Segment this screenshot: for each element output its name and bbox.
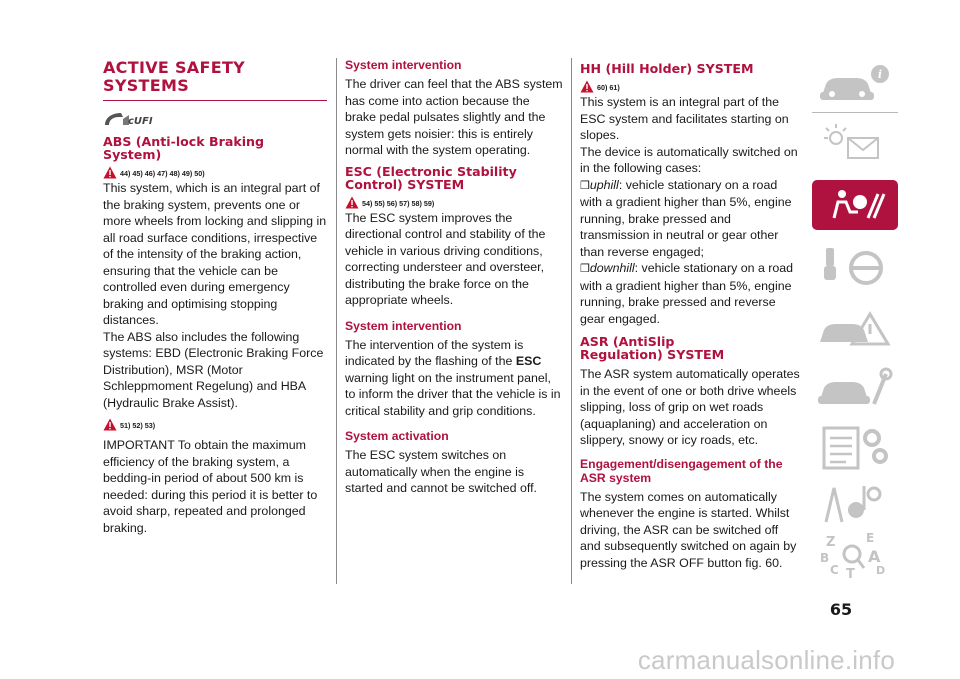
tab-knowing-your-car[interactable] (812, 58, 898, 108)
abs-paragraph-1: This system, which is an integral part of the braking system, prevents one or more wheels from locking and slipping in all road surface conditions, irrespective of the intensity of the braking action, ensuring that the vehicle can be controlled even during emergency braking and optimising stopping distances. (103, 181, 327, 327)
abs-heading-line1: ABS (Anti-lock Braking (103, 134, 265, 149)
key-steering-wheel-icon (812, 242, 898, 292)
esc-heading-line2: Control) SYSTEM (345, 176, 465, 192)
tab-multimedia[interactable] (812, 478, 898, 528)
car-warning-triangle-icon (812, 302, 898, 352)
hh-warning-refs (580, 77, 800, 93)
tab-divider (812, 112, 898, 113)
svg-text:E: E (866, 531, 875, 545)
asr-heading-line1: ASR (AntiSlip (580, 334, 675, 349)
svg-text:A: A (868, 547, 881, 566)
abs-reference-numbers-2: 51) 52) 53) (120, 421, 156, 430)
tab-index[interactable] (812, 530, 898, 580)
warning-triangle-icon (580, 80, 594, 93)
svg-text:i: i (877, 68, 883, 81)
svg-text:D: D (876, 564, 886, 577)
checkbox-bullet-icon: ❒ (580, 263, 590, 275)
abs-paragraph-2: The ABS also includes the following systems: EBD (Electronic Braking Force Distribution), MSR (Motor Schleppmoment Regelung) and HBA (Hydraulic Brake Assist). (103, 329, 324, 410)
tab-warning-lights[interactable] (812, 116, 898, 166)
document-gears-icon (812, 422, 898, 472)
ebd-abs-symbol-icon (103, 109, 327, 129)
esc-reference-numbers: 54) 55) 56) 57) 58) 59) (362, 198, 435, 208)
system-activation-paragraph: The ESC system switches on automatically when the engine is started and cannot be switched off. (345, 448, 537, 495)
esc-intervention-text-a: The intervention of the system is indicated by the flashing of the (345, 337, 524, 368)
column-1 (103, 58, 327, 536)
tab-in-emergency[interactable] (812, 302, 898, 352)
uphill-list-item (580, 177, 800, 261)
asr-engagement-heading-line1: Engagement/disengagement of the (580, 456, 783, 471)
tab-technical-data[interactable] (812, 422, 898, 472)
light-message-icon (812, 116, 898, 166)
uphill-text: : vehicle stationary on a road with a gradient higher than 5%, engine running, brake pressed and transmission in neutral or gear other than reverse engaged; (580, 177, 792, 259)
asr-paragraph-1: The ASR system automatically operates in the event of one or both drive wheels slipping, loss of grip on wet roads (aquaplaning) and acceleration on slippery, snowy or icy roads, etc. (580, 367, 800, 447)
watermark-text: carmanualsonline.info (637, 645, 895, 675)
column-divider-1 (336, 58, 337, 584)
hh-reference-numbers: 60) 61) (597, 83, 620, 92)
svg-text:C: C (830, 563, 839, 577)
esc-heading-line1: ESC (Electronic Stability (345, 163, 517, 179)
system-intervention-paragraph: The driver can feel that the ABS system has come into action because the brake pedal pulsates slightly and the system gets noisier: this is entirely normal with the system operating. (345, 77, 563, 157)
abs-paragraph-3: IMPORTANT To obtain the maximum efficiency of the braking system, a bedding-in period of about 500 km is needed: during this period it is better to avoid sharp, repeated and prolonged braking. (103, 438, 318, 535)
section-title-line2: SYSTEMS (103, 76, 190, 95)
alphabetical-index-icon (812, 530, 898, 580)
esc-intervention-paragraph (345, 337, 563, 420)
tab-safety-active[interactable] (812, 180, 898, 230)
car-wrench-icon (812, 362, 898, 412)
section-title-line1: ACTIVE SAFETY (103, 58, 246, 77)
warning-triangle-icon (103, 166, 117, 179)
system-intervention-heading: System intervention (345, 58, 462, 72)
abs-reference-numbers: 44) 45) 46) 47) 48) 49) 50) (120, 169, 205, 178)
esc-warning-light-label: ESC (515, 354, 542, 368)
music-navigation-icon (812, 478, 898, 528)
warning-triangle-icon (103, 418, 117, 431)
column-3 (580, 58, 800, 571)
abs-warning-refs-2 (103, 415, 327, 431)
warning-triangle-icon (345, 196, 359, 209)
system-activation-heading: System activation (345, 429, 449, 443)
title-underline (103, 100, 327, 101)
column-divider-2 (571, 58, 572, 584)
tab-servicing[interactable] (812, 362, 898, 412)
abs-warning-refs (103, 163, 327, 179)
tab-starting-driving[interactable] (812, 242, 898, 292)
hh-heading: HH (Hill Holder) SYSTEM (580, 61, 754, 76)
uphill-term: uphill (589, 177, 619, 192)
page-number: 65 (829, 600, 853, 619)
asr-heading-line2: Regulation) SYSTEM (580, 347, 725, 362)
abs-heading-line2: System) (103, 147, 162, 162)
esc-warning-refs (345, 193, 563, 209)
svg-text:B: B (820, 551, 830, 565)
downhill-text: : vehicle stationary on a road with a gradient higher than 5%, engine running, brake pressed and reverse gear engaged. (580, 261, 794, 326)
svg-text:T: T (846, 567, 855, 582)
asr-paragraph-2: The system comes on automatically whenever the engine is started. Whilst driving, the ASR can be switched off and subsequently switched on again by pressing the ASR OFF button fig. 60. (580, 489, 797, 570)
svg-text:Z: Z (826, 535, 836, 550)
hh-paragraph-1: This system is an integral part of the ESC system and facilitates starting on slopes. (580, 95, 789, 142)
esc-paragraph-1: The ESC system improves the directional control and stability of the vehicle in various driving conditions, correcting understeer and oversteer, distributing the brake force on the appropriate wheels. (345, 210, 546, 307)
asr-engagement-heading-line2: ASR system (580, 470, 652, 485)
car-info-icon (812, 58, 898, 108)
checkbox-bullet-icon: ❒ (580, 179, 590, 192)
esc-intervention-text-b: warning light on the instrument panel, to inform the driver that the vehicle is in critical stability and grip conditions. (345, 370, 561, 418)
svg-text:cUFI: cUFI (128, 116, 153, 127)
esc-intervention-heading: System intervention (345, 318, 462, 333)
column-2 (345, 58, 563, 497)
hh-paragraph-2: The device is automatically switched on in the following cases: (580, 144, 798, 175)
downhill-term: downhill (589, 261, 635, 275)
downhill-list-item (580, 260, 800, 327)
airbag-safety-icon (812, 180, 898, 230)
